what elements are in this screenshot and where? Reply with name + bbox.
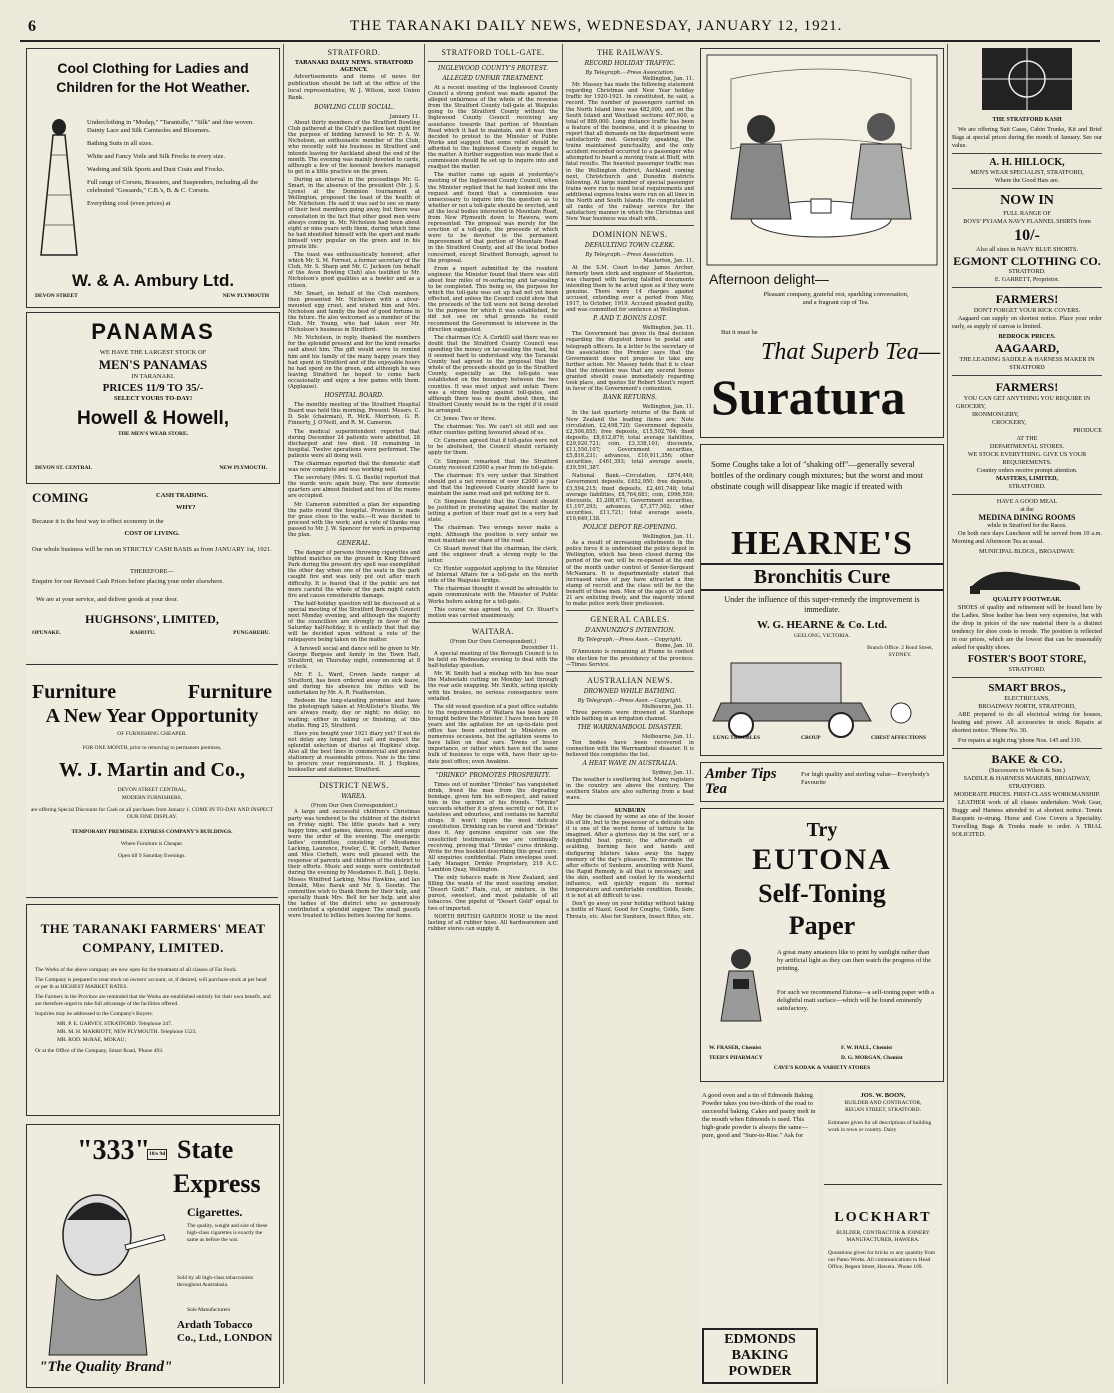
paragraph: The medical superintendent reported that during December 24 patients were admitted, 28 discharged and two died. 18 remaining in hospital. Twelve operations were performed. The patients were all doing well. xyxy=(288,428,420,459)
divider xyxy=(952,494,1102,495)
dateline: Wellington, Jan. 11. xyxy=(642,534,694,541)
shoe-illustration xyxy=(952,556,1102,596)
divider xyxy=(428,61,558,62)
article-title: A HEAT WAVE IN AUSTRALIA. xyxy=(582,760,678,768)
paragraph: A special meeting of the Borough Council is to be held on Wednesday evening to deal with the half-holiday question. xyxy=(428,650,558,670)
paragraph: The only tobacco made in New Zealand, and filling the wants of the most exacting smoker, "Desert Gold." Plain, cut, or mixture, is the purest, sweetest, and most palatable of all tobaccos. One pipeful of "Desert Gold" equal to two of imported. xyxy=(428,875,558,912)
express-word: Express xyxy=(173,1169,261,1198)
freezing-body: The Works of the above company are now open for the treatment of all classes of Fat Stock. xyxy=(35,967,238,973)
ambury-street: DEVON STREET xyxy=(35,293,78,299)
divider xyxy=(952,153,1102,154)
state-word: State xyxy=(177,1135,234,1164)
range-text: FULL RANGE OF xyxy=(1003,210,1051,217)
paragraph: Mr. Smart, on behalf of the Club members, then presented Mr. Nicholson with a silver-mounted egg cruet, and wished him and Mrs. Nicholson and family the best of good fortune in the future. He also welcomed as a member of the Club, Mr. Young, who had taken over Mr. Nicholson's business in Stratford. xyxy=(288,290,420,334)
divider xyxy=(566,671,694,672)
paragraph: Don't go away on your holiday without taking a bottle of Nazol. Good for Coughs, Colds, Sore Throats, etc. Also for Sunburn, Insect Bites, etc. xyxy=(566,901,694,920)
boon-name: JOS. W. BOON, xyxy=(860,1092,906,1099)
section-heading: STRATFORD TOLL-GATE. xyxy=(441,48,545,57)
price-text: 10/- xyxy=(1014,227,1040,244)
column-tollgate xyxy=(428,44,558,1384)
sizes-text: Also all sizes in NAVY BLUE SHORTS. xyxy=(976,246,1078,253)
ambury-line: Full range of Corsets, Brassiers, and Suspenders, including all the celebrated "Gossards," C.B.'s, B. & C. Corsets. xyxy=(87,179,259,194)
ambury-line: Bathing Suits in all sizes. xyxy=(87,140,153,147)
bake-name: BAKE & CO. xyxy=(991,752,1063,766)
article-title: BANK RETURNS. xyxy=(603,394,657,402)
cigarettes-ad xyxy=(26,1124,280,1388)
cigarettes-word: Cigarettes. xyxy=(187,1205,243,1219)
bedrock-prices: BEDROCK PRICES. xyxy=(998,333,1056,340)
martin-sub: OF FURNISHING CHEAPER. xyxy=(117,731,187,737)
panamas-headline: PANAMAS xyxy=(91,319,215,344)
brand-333: "333" xyxy=(77,1135,151,1166)
kash-text: We are offering Suit Cases, Cabin Trunks, Kit and Brief Bags at special prices during the month of January. See our value. xyxy=(952,126,1102,149)
dateline: Rome, Jan. 10. xyxy=(655,643,694,650)
paragraph: The old vexed question of a post office suitable to the requirements of Waitara has been again brought before the Minister. I have been here 16 years and the agitation for an up-to-date post office has been submitted to Ministers on numerous occasions, but the agitation seems to have fallen on deaf ears. Towns of lesser importance, or rather which have not the same bulk of business to cope with, have their up-to-date post office; even Awakino. xyxy=(428,703,558,765)
martin-month: FOR ONE MONTH, prior to removing to permanent premises, xyxy=(82,745,222,751)
column-stratford xyxy=(288,44,420,1384)
caption: LUNG TROUBLES xyxy=(713,735,761,741)
paragraph: Times out of number "Drinko" has vanquished drink, freed the man from the degrading bondage, given him his self-respect, and raised him in the opinion of his friends. "Drinko" succeeds whether it is given secretly or not. It is tasteless and odourless, and contains no harmful drugs. It won't injure the most delicate constitution. Drinking can be cured and "Drinko" does it. Any genuine enquirer can see the unsolicited testimonials we are continually receiving, proving that "Drinko" cures drinking. Write for free booklet describing this great cure. All enquiries confidential. Plain envelopes used. Lady Manager, Drinko Proprietary, 218 A.C. Lambton Quay, Wellington. xyxy=(428,781,558,873)
hearnes-brand: HEARNE'S xyxy=(731,525,913,562)
freezing-office: Or at the Office of the Company, Smart Road, 'Phone 493. xyxy=(35,1048,164,1054)
dateline: Melbourne, Jan. 11. xyxy=(641,734,694,741)
at-text: AT THE xyxy=(1016,435,1038,442)
edmonds-body: A good oven and a tin of Edmonds Baking Powder takes you two-thirds of the road to successful baking. Cakes and pastry melt in the mouth when Edmonds is used. This high-grade powder is always the same—pure, good and "Sure-to-Rise." Ask for xyxy=(702,1092,816,1139)
howell-prices: PRICES 11/9 TO 35/- xyxy=(102,382,204,394)
martin-temp: TEMPORARY PREMISES: EXPRESS COMPANY'S BUILDINGS. xyxy=(71,829,233,835)
agency-heading: TARANAKI DAILY NEWS. STRATFORD AGENCY. xyxy=(294,60,414,73)
martin-trade: MODERN FURNISHERS, xyxy=(121,795,183,801)
divider xyxy=(952,677,1102,678)
paragraph: A large and successful children's Christmas party was tendered to the children of the district on Friday night. The little guests had a very happy time, and games, dances, music and songs were the order of the evening. The energetic ladies' committee, consisting of Mesdames Lacking, Laurence, Fowler, C. W. Corbett, Parker and Miss Corbett, were well pleased with the response of parents and children of the district to their efforts. Music and songs were contributed during the evening by Mesdames E. Bell, J. Doyle, Misses Winifred Larking, Miss Hawkins, and Ian Donald, Miss Barak and Mr. S. Goodin. The committee wish to thank them for their help, and specially thank Mrs. Bell for her help, and also the ladies of the district who so generously contributed a splendid supper. The small guests were treated to lollies before leaving for home. xyxy=(288,809,420,920)
freezing-headline: THE TARANAKI FARMERS' MEAT COMPANY, LIMITED. xyxy=(40,921,266,955)
meal-line: while in Stratford for the Races. xyxy=(987,522,1067,529)
smart-addr: BROADWAY NORTH, STRATFORD, xyxy=(978,703,1076,710)
section-heading: DISTRICT NEWS. xyxy=(319,781,389,791)
eutona-body: A great many amateurs like to print by sunlight rather than by artificial light as they can then watch the progress of the printing. xyxy=(777,949,931,972)
farmers-heading: FARMERS! xyxy=(995,380,1059,394)
race-text: On both race days Luncheon will be served from 10 a.m. Morning and Afternoon Tea as usual. xyxy=(952,530,1102,545)
furniture-word: Furniture xyxy=(32,681,117,703)
suratura-brand: Suratura xyxy=(711,369,906,425)
hillock-slogan: Where the Good Hats are. xyxy=(994,177,1060,184)
eutona-kind: Self-Toning xyxy=(758,879,886,908)
boon-trade: BUILDER AND CONTRACTOR, xyxy=(844,1100,922,1106)
goods-item: CROCKERY, xyxy=(992,419,1027,426)
lady-illustration xyxy=(33,115,85,265)
paragraph: A farewell social and dance will be given to Mr. George Burgess and family in the Town Hall, Stratford, on Thursday night, commencing at 8 o'clock. xyxy=(288,645,420,670)
paragraph: At the S.M. Court to-day James Archer, formerly town clerk and engineer of Masterton, was charged with having falsified documents intending them to be acted upon as if they were genuine. There were 14 charges against accused, extending over a period from May, 1917, to October, 1919. Accused pleaded guilty, and was committed for sentence at Wellington. xyxy=(566,264,694,314)
martin-offer: are offering Special Discounts for Cash on all purchases from January 1. COME IN TO-DAY AND INSPECT OUR FINE DISPLAY. xyxy=(30,807,274,820)
goods-item: IRONMONGERY, xyxy=(972,411,1019,418)
paragraph: The matter came up again at yesterday's meeting of the Inglewood County Council, when the Minister replied that he had looked into the request and found that a commission was unnecessary to inquire into the question as to whether or not a toll-gate should be erected, and all the local bodies interested in Mountain Road, from New Plymouth down to Hawera, were represented. The proposal was merely for the erection of a toll-gate, the proceeds of which were to be devoted to the permanent improvement of that portion of Mountain Road in the Stratford County, and all the local bodies concerned, except Stratford Borough, agreed to the proposal. xyxy=(428,172,558,264)
medina-name: MEDINA DINING ROOMS xyxy=(978,513,1076,522)
divider xyxy=(566,804,694,805)
sold-text: Sold by all high-class tobacconists throughout Australasia. xyxy=(177,1275,254,1288)
section-heading: AUSTRALIAN NEWS. xyxy=(587,675,673,685)
hearnes-city: GEELONG, VICTORIA. xyxy=(793,633,851,639)
article-title: "DRINKO" PROMOTES PROSPERITY. xyxy=(435,771,551,779)
article-title: DROWNED WHILE BATHING. xyxy=(583,687,677,695)
farmers-heading: FARMERS! xyxy=(995,292,1059,306)
article-title: BOWLING CLUB SOCIAL. xyxy=(314,104,394,111)
column-news xyxy=(566,44,694,1384)
howell-line: WE HAVE THE LARGEST STOCK OF xyxy=(99,349,207,356)
eutona-paper: Paper xyxy=(788,911,856,940)
buyer: MR. M. H. MARRIOTT, NEW PLYMOUTH. Telephone 1523. xyxy=(57,1029,197,1035)
bake-text: LEATHER work of all classes undertaken. Work Gear, Buggy and Harness attended to at shortest notice. Tennis Racquets re-strung. Horse and Cow Covers a Speciality. Travelling Bags & Trunks made to order. A TRIAL SOLICITED. xyxy=(952,799,1102,838)
kash-logo xyxy=(952,44,1102,114)
farmers-line: YOU CAN GET ANYTHING YOU REQUIRE IN xyxy=(963,395,1091,402)
aagaard-name: AAGAARD, xyxy=(994,341,1060,355)
seller: CAVE'S KODAK & VARIETY STORES xyxy=(773,1065,871,1071)
suratura-ad xyxy=(700,48,944,438)
eutona-rec: For such we recommend Eutona—a self-toning paper with a delightful matt surface—which will be found eminently satisfactory. xyxy=(777,989,935,1012)
ambury-town: NEW PLYMOUTH xyxy=(222,293,269,299)
smart-text: For repairs at night ring 'phone Nos. 145 and 310. xyxy=(958,737,1082,744)
paragraph: The toast was enthusiastically honored, after which Mr. S. M. Forrest, a former secretary of the Club, Mr. S. Sharp and Mr. C. Jackson (on behalf of the Avon Bowling Club) also testified to Mr. Nicholson's good qualities as a bowler and as a citizen. xyxy=(288,252,420,289)
boys-text: BOYS' PYJAMA NAVY FLANNEL SHIRTS from xyxy=(963,218,1091,225)
paragraph: This course was agreed to, and Cr. Stuart's motion was carried unanimously. xyxy=(428,606,558,619)
freezing-works-ad xyxy=(26,904,280,1116)
smart-name: SMART BROS., xyxy=(988,682,1066,694)
section-heading: DOMINION NEWS. xyxy=(592,230,668,240)
hughsons-line: Because it is the best way to effect economy in the xyxy=(32,518,164,525)
newspaper-title: THE TARANAKI DAILY NEWS, WEDNESDAY, JANUARY 12, 1921. xyxy=(350,18,843,34)
column-rule xyxy=(562,44,563,1384)
article-title: D'ANNUNZIO'S INTENTION. xyxy=(584,627,676,635)
paragraph: In the last quarterly returns of the Bank of New Zealand the leading items are: Note circulation, £2,498,720; Government deposits, £2,506,855; free deposits, £15,502,704; fixed deposits, £8,612,879; total average liabilities, £29,920,721; coin, £3,338,101; discounts, £11,550,107; Government securities, £5,816,231; advances, £10,911,356; other securities, £461,393; total average assets, £39,591,387. xyxy=(566,410,694,472)
paragraph: The half-holiday question will be discussed at a special meeting of the Stratford Borough Council next Monday evening, and although the majority of the councillors are strongly in favor of the Saturday half-holiday, it is unlikely that that day will be decided upon without a vote of the ratepayers being taken on the matter. xyxy=(288,600,420,644)
agency-note: Advertisements and items of news for publication should be left at the office of the local representative, W. J. Wilson, next Union Bank. xyxy=(288,74,420,101)
telegraph-line: By Telegraph.—Press Association. xyxy=(585,70,675,76)
lockhart-name: LOCKHART xyxy=(834,1210,932,1225)
paragraph: Mr. F. L. Ward, Crown lands ranger at Stratford, has been ordered away on sick leave, and during his absence his duties will be undertaken by Mr. A. R. Featherston. xyxy=(288,671,420,697)
martin-where: Where Furniture is Cheaper. xyxy=(120,841,184,847)
farmers-text: Aagaard can supply on shortest notice. Place your order early, as supply of canvas is limited. xyxy=(952,315,1102,330)
hearnes-maker: W. G. HEARNE & Co. Ltd. xyxy=(756,619,888,631)
eutona-name: EUTONA xyxy=(752,843,892,876)
martin-open: Open till 9 Saturday Evenings. xyxy=(118,853,186,859)
try-word: Try xyxy=(806,819,838,841)
dateline: Wellington, Jan. 11. xyxy=(642,76,694,83)
paragraph: Cr. Jones: Two or three. xyxy=(434,415,497,422)
suratura-body: Pleasant company, grateful rest, sparkling conversation, and a fragrant cup of Tea. xyxy=(763,291,909,306)
divider xyxy=(566,225,694,226)
paragraph: As a result of increasing enlistments in the police force it is understood the police depot in Wellington, which has been closed during the period of the war, will be re-opened at the end of the month under control of Senior-Sergeant McNamara. It is departmentally stated that increased rates of pay have attracted a fine stamp of recruit and the class will be for the benefit of these men. Men of the ages of 20 and 21 are enlisting freely, and the majority intend to make police work their profession. xyxy=(566,540,694,608)
hughsons-name: HUGHSONS', LIMITED, xyxy=(85,612,219,626)
paragraph: The monthly meeting of the Stratford Hospital Board was held this morning. Present: Messrs. C. D. Sole (chairman), R. McK. Morrison, G. R. Finnerty, J. O'Neill, and R. M. Cameron. xyxy=(288,402,420,427)
caption: CHEST AFFECTIONS xyxy=(871,735,927,741)
howell-addr: DEVON ST. CENTRAL xyxy=(35,465,93,471)
hughsons-town: PUNGAREHU. xyxy=(233,630,270,636)
masters-name: MASTERS, LIMITED, xyxy=(995,475,1059,482)
hearnes-branch: Branch Office: 2 Bond Street, SYDNEY. xyxy=(867,645,933,658)
paragraph: The secretary (Mrs. S. G. Beetle) reported that the wards were again busy. The new domestic quarters are almost finished and two of the rooms are occupied. xyxy=(288,475,420,500)
makers-label: Sole Manufacturers xyxy=(187,1307,231,1313)
quality-text: The quality, weight and size of these high-class cigarettes is exactly the same as before the war. xyxy=(187,1223,268,1243)
paragraph: NORTH BRITISH GARDEN HOSE is the most lasting of all rubber hose. All hardwaremen and rubber stores can supply it. xyxy=(428,913,558,932)
hearnes-ad xyxy=(700,444,944,756)
freezing-body: The Company is prepared to treat stock on owners' account, or, if desired, will purchase stock at per head or per lb at HIGHEST MARKET RATES. xyxy=(35,977,267,990)
paragraph: Ten bodies have been recovered in connection with the Warrnambool disaster. It is believed this completes the list. xyxy=(566,740,694,759)
paragraph: About thirty members of the Stratford Bowling Club gathered at the Club's pavilion last night for the purpose of bidding farewell to Mr. F. A. W. Nicholson, an enthusiastic member of the Club, who recently sold his business in Stratford and intends leaving for Auckland about the end of the month. The evening was mainly devoted to cards, although a few of the keenest bowlers managed to get in a little practice on the green. xyxy=(288,120,420,175)
aagaard-trade: THE LEADING SADDLE & HARNESS MAKER IN STRATFORD xyxy=(959,356,1095,371)
article-subtitle: INGLEWOOD COUNTY'S PROTEST. xyxy=(438,65,548,72)
paragraph: The chairman: Yes. We can't sit still and see other counties getting favoured ahead of us. xyxy=(428,424,558,437)
eutona-ad xyxy=(700,808,944,1082)
telegraph-line: By Telegraph.—Press Assn.—Copyright. xyxy=(577,637,683,644)
amber-slogan: For high quality and sterling value—Everybody's Favourite xyxy=(801,771,930,786)
egmont-town: STRATFORD. xyxy=(1008,268,1046,275)
article-title: THE WARRNAMBOOL DISASTER. xyxy=(577,724,683,732)
column-small-ads xyxy=(952,44,1102,1384)
article-title: SUNBURN xyxy=(614,807,646,814)
dateline: Sydney, Jan. 11. xyxy=(652,770,694,777)
paragraph: At a recent meeting of the Inglewood County Council a strong protest was made against the alleged unfairness of the whole of the revenue from the Stratford County toll-gate at Waipuku going to the Stratford County without the Inglewood County Council receiving any assistance towards that portion of Mountain Road which it had to maintain, and it was then decided to protest to the Minister of Public Works and suggest that some relief should be afforded to the Inglewood County in regard to the matter. A further suggestion was made that a commission should be set up to inquire into and readjust the matter. xyxy=(428,85,558,171)
paragraph: National Bank.—Circulation, £874,449; Government deposits, £452,950; free deposits, £3,594,215; fixed deposits, £2,461,748; total average liabilities, £8,764,681; coin, £996,559; discounts, £1,208,671; Government securities, £1,197,293; advances, £7,377,502; other securities, £11,721; total average assets, £10,649,138. xyxy=(566,473,694,522)
why: WHY? xyxy=(176,504,196,511)
masthead xyxy=(20,14,1100,42)
dateline: Melbourne, Jan. 11. xyxy=(641,703,694,710)
divider xyxy=(952,287,1102,288)
lockhart-trade: BUILDER, CONTRACTOR & JOINERY MANUFACTURER, HAWERA. xyxy=(836,1230,930,1243)
martin-addr: DEVON STREET CENTRAL, xyxy=(117,787,187,793)
quality-brand-slogan: "The Quality Brand" xyxy=(39,1359,173,1375)
paragraph: From a report submitted by the resident engineer, the Minister found that there was still about four miles of re-surfacing and tar-sealing to be completed. This being so, the purpose for which the toll-gate was set up had not yet been effected, and unless the Council could show that the proceeds of the toll were not being devoted to the purpose for which it was established, he did not see on what grounds he could recommend the Government to intervene in the direction suggested. xyxy=(428,265,558,333)
bake-line: MODERATE PRICES. FIRST-CLASS WORKMANSHIP. xyxy=(954,791,1100,798)
page-number: 6 xyxy=(28,18,37,35)
article-title: DEFAULTING TOWN CLERK. xyxy=(584,242,676,250)
divider xyxy=(952,748,1102,749)
paragraph: The chairman: It's very unfair that Stratford should get a net revenue of over £2000 a year and that the Inglewood County should have to maintain the same road and get nothing for it. xyxy=(428,472,558,497)
camera-girl-illustration xyxy=(711,945,771,1025)
divider xyxy=(566,610,694,611)
price-tag: 10/s 9d xyxy=(147,1149,167,1160)
buyer: MR. P. E. GARVEY, STRATFORD. Telephone 247. xyxy=(57,1021,173,1027)
paragraph: Cr. Cameron agreed that if toll-gates were not to be abolished, the Council should certainly apply for them. xyxy=(428,438,558,457)
dateline: Masterton, Jan. 11. xyxy=(643,258,694,265)
paragraph: Cr. Hunter suggested applying to the Minister of Internal Affairs for a toll-gate on the north side of the Waipuku bridge. xyxy=(428,566,558,585)
hearnes-under: Under the influence of this super-remedy the improvement is immediate. xyxy=(724,595,920,614)
martin-headline: A New Year Opportunity xyxy=(45,705,259,727)
buyer: MR. ROD. McRAE, MOKAU; xyxy=(57,1037,127,1043)
paragraph: Mr. Nicholson, in reply, thanked the members for the splendid present and for the kind remarks said about him. The gift would serve to remind him and his family of the many happy years they had spent in Stratford and of the enjoyable hours he had spent on the green, and although he was leaving Stratford he hoped to come back occasionally and enjoy a few games with them. (Applause). xyxy=(288,335,420,391)
howell-name: Howell & Howell, xyxy=(76,408,230,429)
article-title: POLICE DEPOT RE-OPENING. xyxy=(583,524,677,532)
egmont-prop: E. GARRETT, Proprietor. xyxy=(994,276,1060,283)
paragraph: Redeem the long-standing promise and have the photograph taken at McAllister's Studio. We are always ready, day or night; no delay; no waiting; either in taking or finishing, at this studio. Ring 25, Stratford. xyxy=(288,698,420,729)
hughsons-service: We are at your service, and deliver goods at your door. xyxy=(36,596,179,603)
ambury-body xyxy=(87,119,273,210)
caption: CROUP xyxy=(801,735,821,741)
telegraph-line: By Telegraph.—Press Assn.—Copyright. xyxy=(577,697,683,704)
ambury-line: Everything cool (even prices) at xyxy=(87,200,171,207)
dateline: January 11. xyxy=(389,114,420,120)
freezing-inquiries: Inquiries may be addressed to the Company's Buyers. xyxy=(35,1011,153,1017)
column-rule xyxy=(424,44,425,1384)
article-title: RECORD HOLIDAY TRAFFIC. xyxy=(584,60,676,67)
goods-item: PRODUCE xyxy=(1073,427,1102,434)
correspondent: (From Our Own Correspondent.) xyxy=(310,803,398,810)
hughsons-ad xyxy=(26,488,278,658)
howell-town: NEW PLYMOUTH. xyxy=(219,465,267,471)
coming-heading: COMING xyxy=(32,490,89,505)
suratura-tagline: Afternoon delight— xyxy=(709,271,829,287)
hughsons-town: RAHOTU. xyxy=(130,630,156,636)
goods-item: GROCERY, xyxy=(956,403,986,410)
masters-town: STRATFORD. xyxy=(1008,483,1046,490)
dateline: December 11. xyxy=(521,644,558,651)
ambury-line: Underclothing in "Modap," "Tarantulle," "Silk" and fine woven. Dainty Lace and Silk Camisoles and Bloomers. xyxy=(87,119,254,134)
suratura-that: That Superb Tea— xyxy=(761,339,941,365)
article-title: GENERAL. xyxy=(337,540,371,548)
paragraph: May be classed by some as one of the lesser ills of life, but to the possessor of a delicate skin it is one of the worst forms of torture to be imagined. After a glorious day in the surf, or a delightful boat picnic, the after-math of scalding, burning face and hands and disfiguring blisters takes away the happy memory of the day's pleasure. To minimise the after effects of Sunburn, anointing with Nazol, the Rapid Remedy, is all that is necessary, and the skin, soothed and cooled by its wonderful influence, will quickly regain its normal temperature and comfortable condition. Beside, it is not at all difficult to use. xyxy=(566,814,694,900)
section-heading: GENERAL CABLES. xyxy=(590,615,670,625)
seller: TEED'S PHARMACY xyxy=(709,1055,763,1061)
divider xyxy=(428,622,558,623)
hughsons-enquire: Enquire for our Revised Cash Prices before placing your order elsewhere. xyxy=(32,578,224,585)
hughsons-body: Our whole business will be run on STRICTLY CASH BASIS as from JANUARY 1st, 1921. xyxy=(32,546,272,553)
paragraph: The chairman (Cr. A. Corkill) said there was no doubt that the Stratford County Council was spending the money on tar-sealing the road, but it seemed hard to understand why the Taranaki County had agreed to the proposal that the whole of the proceeds should go to the Stratford County, especially as the toll-gate was established on the boundary between the two counties. It was most unjust and unfair. There was a strong feeling against toll-gates, and although there was no doubt about them, the Stratford County would be in the right if it could be arranged. xyxy=(428,334,558,414)
furniture-word: Furniture xyxy=(187,681,272,703)
ambury-line: White and Fancy Voile and Silk Frocks in every size. xyxy=(87,153,226,160)
hillock-name: A. H. HILLOCK, xyxy=(989,157,1065,168)
howell-ad xyxy=(26,312,280,484)
section-heading: WAITARA. xyxy=(471,626,515,636)
paragraph: Mr. Cameron submitted a plan for expanding the patio round the hospital. Provision is made for grass close to the walls.—It was decided to proceed with the work; and a vote of thanks was passed to Mr. J. W. Spencer for work in preparing the plan. xyxy=(288,501,420,538)
divider xyxy=(952,188,1102,189)
seller: W. FRASER, Chemist xyxy=(709,1045,762,1051)
paragraph: The chairman: Two wrongs never make a right. Although the position is very unfair we must maintain our share of the road. xyxy=(428,525,558,544)
martin-ad xyxy=(26,664,278,898)
correspondent: (From Our Own Correspondent.) xyxy=(449,638,537,645)
hearnes-intro: Some Coughs take a lot of "shaking off"—generally several bottles of the ordinary cough mixtures; but the worst and most obstinate cough will disappear like magic if treated with xyxy=(711,459,923,491)
cigarette-illustration xyxy=(27,1125,279,1387)
now-in-heading: NOW IN xyxy=(1000,193,1054,208)
kash-logo-label: THE STRATFORD KASH xyxy=(992,117,1062,123)
footwear-heading: QUALITY FOOTWEAR. xyxy=(992,596,1062,603)
municipal-buildings: MUNICIPAL BLDGS., BROADWAY. xyxy=(979,548,1075,555)
howell-select: SELECT YOURS TO-DAY! xyxy=(113,395,193,402)
paragraph: Mr. W. Smith had a mishap with his bus near the Mahoetahi cutting on Monday last through the rear axle snapping. Mr. Smith, acting quickly with his brakes, no serious consequence were entailed. xyxy=(428,671,558,702)
paragraph: Three persons were drowned at Stanhope while bathing in an irrigation channel. xyxy=(566,709,694,722)
amber-brand: Amber Tips Tea xyxy=(705,766,777,797)
country-orders: Country orders receive prompt attention. xyxy=(976,467,1078,474)
paragraph: During an interval in the proceedings Mr. G. Smart, in the absence of the president (Mr. J. S. Lyons) at the Dominion tournament at Wellington, proposed the toast of the health of Mr. Nicholson. He said it was sad to see so many of their best members going away, but there was consolation in the fact that other good men were always coming in. Mr. Nicholson had been about eight or nine years with them, during which time he had identified himself with the sport and made himself very popular on the green and in his private life. xyxy=(288,176,420,250)
column-rule xyxy=(947,44,948,1384)
lockhart-ad xyxy=(824,1190,942,1386)
maker-name: Ardath Tobacco Co., Ltd., LONDON xyxy=(177,1319,273,1344)
howell-line: MEN'S PANAMAS xyxy=(98,357,208,372)
boon-ad xyxy=(824,1088,942,1185)
dept-stores: DEPARTMENTAL STORES. xyxy=(989,443,1065,450)
meal-line: HAVE A GOOD MEAL xyxy=(996,498,1058,505)
meal-line: at the xyxy=(1020,506,1034,513)
therefore: THEREFORE— xyxy=(129,568,175,575)
martin-name: W. J. Martin and Co., xyxy=(59,759,245,781)
paragraph: Mr. Massey has made the following statement regarding Christmas and New Year holiday traffic for 1920-1921. In constituted, he said, a record. The number of passengers carried on the North Island lines was 482,000, and on the South Island and Westland sections 407,000, a total of 889,000. Long distance traffic has been a feature of the business, and it is pleasing to report that all demands on the department were satisfactorily met. Generally speaking, the trains maintained punctuality, and the only accident recorded occurred to a passenger who attempted to board a moving train at Bluff, with fatal results. The heaviest passenger traffic was in the Wellington district, Auckland coming next, Christchurch and Dunedin districts following. At large number of special passenger trains were run to meet local requirements and additional express trains were run on all lines in the North and South Islands. He congratulated all ranks of the railway service for the satisfactory manner in which the Christmas and New Year business was dealt with. xyxy=(566,82,694,223)
footwear-text: SHOES of quality and refinement will be found here by the Ladies. Shoe leather has been very expensive, but with the drop in prices of the raw material there is a distinct tendency for shoe costs to recede. The position is reflected in our prices, which are the lowest that can be reasonably asked for quality shoes. xyxy=(952,604,1102,651)
paragraph: D'Annunzio is remaining at Fiume to contest the election for the presidency of the province.—Times Service. xyxy=(566,649,694,668)
divider xyxy=(428,768,558,769)
paragraph: The danger of persons throwing cigarettes and lighted matches on the ground in King Edward Park during the present dry spell was exemplified the other day when one of the seats in the park caught fire and was only put out after much difficulty. It is feared that if the public are not more careful the whole of the park might catch fire and cause considerable damage. xyxy=(288,550,420,599)
edmonds-brand: EDMONDS BAKING POWDER xyxy=(702,1328,818,1384)
paragraph: The chairman thought it would be advisable to again communicate with the Minister of Public Works before asking for a toll-gate. xyxy=(428,586,558,605)
paragraph: The weather is sweltering hot. Many registers in the country are above the century. The southern States are also suffering from a heat wave. xyxy=(566,776,694,801)
stock-text: WE STOCK EVERYTHING. GIVE US YOUR REQUIREMENTS. xyxy=(967,451,1087,466)
egmont-name: EGMONT CLOTHING CO. xyxy=(953,254,1101,268)
edmonds-ad xyxy=(700,1088,818,1386)
hearnes-product: Bronchitis Cure xyxy=(701,563,943,591)
article-title: P. AND T. BONUS LOST. xyxy=(593,315,667,323)
ambury-name: W. & A. Ambury Ltd. xyxy=(71,271,235,290)
hughsons-town: OPUNAKE. xyxy=(32,630,61,636)
tea-party-illustration xyxy=(701,49,943,269)
amber-tips-ad xyxy=(700,762,944,802)
smart-trade: ELECTRICIANS, xyxy=(1004,695,1050,702)
howell-line: IN TARANAKI. xyxy=(131,373,175,380)
cost-of-living: COST OF LIVING. xyxy=(124,530,180,537)
divider xyxy=(288,776,420,777)
paragraph: Cr. Simpson thought that the Council should be justified in protesting against the matter by letting a portion of their road get in a very bad state. xyxy=(428,499,558,524)
ambury-line: Washing and Silk Sports and Dust Coats and Frocks. xyxy=(87,166,225,173)
dateline: Wellington, Jan. 11. xyxy=(642,404,694,411)
column-rule xyxy=(283,44,284,1384)
bake-line: SADDLE & HARNESS MAKERS, BROADWAY, STRATFORD. xyxy=(963,775,1091,790)
paragraph: Cr. Simpson remarked that the Stratford County received £2000 a year from its toll-gate. xyxy=(428,458,558,471)
ambury-ad xyxy=(26,48,280,308)
paragraph: The Government has given its final decision regarding the disputed bonus to postal and telegraph officers. In a letter to the secretary of the association the Premier says that the Government does not propose to take any further action. Mr. Massey holds that it is clear that the intention was that any second bonus granted should cease immediately regarding took place, and quotes Sir Robert Stout's report in favor of the Government's contention. xyxy=(566,331,694,393)
paragraph: Have you bought your 1921 diary yet? If not do not delay any longer, but call and inspect the splendid selection of diaries at Hopkins' shop. Also all the best lines in commercial and general stationery at reasonable prices. Now is the time to procure your requirements. H. J. Hopkins, bookseller and stationer, Stratford. xyxy=(288,730,420,774)
foster-name: FOSTER'S BOOT STORE, xyxy=(967,654,1087,665)
paragraph: The chairman reported that the domestic staff was now complete and was working well. xyxy=(288,460,420,474)
smart-text: ARE prepared to do all electrical wiring for houses, heating and power. All accessories in stock. Repairs at shortest notice. 'Phone No. 30. xyxy=(952,711,1102,734)
foster-town: STRATFORD. xyxy=(1008,666,1046,673)
dateline: Wellington, Jan. 11. xyxy=(642,325,694,332)
freezing-body: The Farmers in the Province are reminded that the Works are established entirely for their own benefit, and are therefore urged to take full advantage of the facilities offered. xyxy=(35,994,271,1007)
bake-line: (Successors to Wilson & Son.) xyxy=(989,767,1065,774)
telegraph-line: By Telegraph.—Press Association. xyxy=(585,252,675,259)
seller: F. W. HALL, Chemist xyxy=(841,1045,893,1051)
farmers-line: DON'T FORGET YOUR RICK COVERS. xyxy=(973,307,1081,314)
boon-addr: REGAN STREET, STRATFORD. xyxy=(845,1107,921,1113)
cash-trading: CASH TRADING. xyxy=(156,492,208,499)
lockhart-quotations: Quotations given for bricks or any quantity from our Pateo Works. All communications to Head Office, Regent Street, Hawera. 'Phone 109. xyxy=(828,1250,936,1270)
section-heading: THE RAILWAYS. xyxy=(596,48,664,57)
section-heading: STRATFORD. xyxy=(327,48,381,57)
hillock-trade: MEN'S WEAR SPECIALIST, STRATFORD, xyxy=(970,169,1084,176)
article-subtitle: ALLEGED UNFAIR TREATMENT. xyxy=(442,75,544,82)
paragraph: Cr. Stuart moved that the chairman, the clerk, and the engineer draft a strong reply to the letter. xyxy=(428,545,558,564)
suratura-must: But it must be xyxy=(721,329,758,336)
article-title: WAREA. xyxy=(341,793,367,801)
howell-store: THE MEN'S WEAR STORE. xyxy=(117,431,189,437)
divider xyxy=(952,375,1102,376)
ambury-headline: Cool Clothing for Ladies and Children for the Hot Weather. xyxy=(56,60,250,95)
boon-estimates: Estimates given for all descriptions of building work in town or country. Dairy xyxy=(828,1120,932,1133)
article-title: HOSPITAL BOARD. xyxy=(324,392,384,400)
seller: D. G. MORGAN, Chemist xyxy=(841,1055,903,1061)
